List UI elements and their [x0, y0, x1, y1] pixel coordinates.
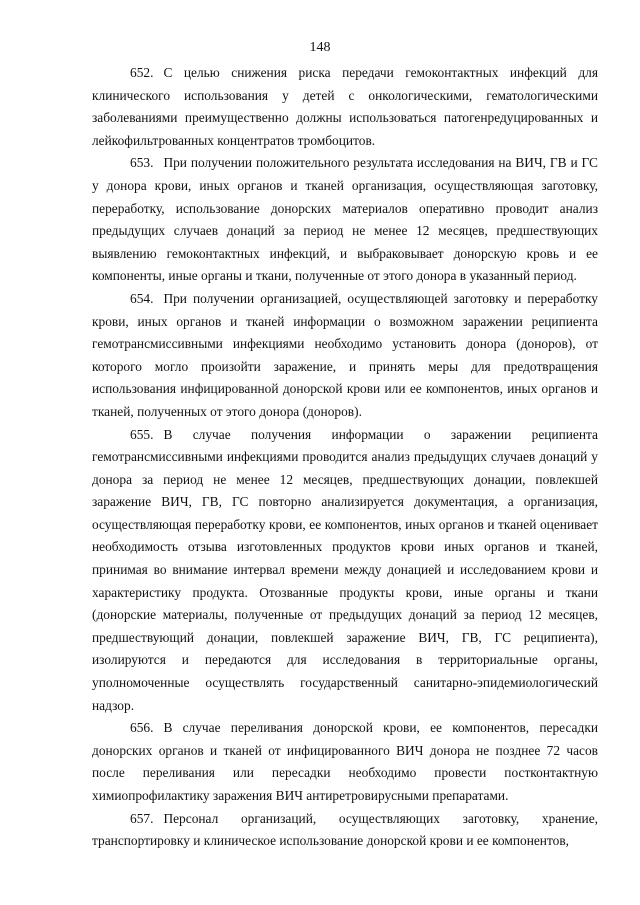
paragraph-653 [92, 152, 598, 288]
paragraph-656 [92, 717, 598, 807]
paragraph-657 [92, 808, 598, 853]
paragraph-655 [92, 424, 598, 718]
paragraph-number: 657. [130, 810, 154, 826]
paragraph-652 [92, 62, 598, 152]
paragraph-text: При получении положительного результата исследования на ВИЧ, ГВ и ГС у донора крови, иных органов и тканей организация, осуществляющая заготовку, переработку, использование донорских материалов оперативно проводит анализ предыдущих случаев донаций за период не менее 12 месяцев, предшествующих выявлению гемоконтактных инфекций, и выбраковывает донорскую кровь и ее компоненты, иные органы и ткани, полученные от этого донора в указанный период. [92, 155, 598, 284]
page-number: 148 [309, 40, 331, 55]
document-body [92, 62, 598, 853]
paragraph-text: С целью снижения риска передачи гемоконтактных инфекций для клинического использования у детей с онкологическими, гематологическими заболеваниями преимущественно должны использоваться патогенредуцированных и лейкофильтрованных концентратов тромбоцитов. [92, 65, 598, 148]
paragraph-number: 652. [130, 65, 154, 80]
paragraph-654 [92, 288, 598, 424]
paragraph-number: 653. [130, 155, 154, 171]
paragraph-text: При получении организацией, осуществляющей заготовку и переработку крови, иных органов и тканей информации о возможном заражении реципиента гемотрансмиссивными инфекциями необходимо установить донора (доноров), от которого могло произойти заражение, и принять меры для предотвращения использования инфицированной донорской крови или ее компонентов, иных органов и тканей, полученных от этого донора (доноров). [92, 290, 598, 419]
paragraph-text: Персонал организаций, осуществляющих заготовку, хранение, транспортировку и клиническое использование донорской крови и ее компонентов, [92, 810, 598, 849]
paragraph-text: В случае получения информации о заражении реципиента гемотрансмиссивными инфекциями проводится анализ предыдущих случаев донаций у донора за период не менее 12 месяцев, предшествующих донации, повлекшей заражение ВИЧ, ГВ, ГС повторно анализируется документация, а организация, осуществляющая переработку крови, ее компонентов, иных органов и тканей оценивает необходимость отзыва изготовленных продуктов крови иных органов и тканей, принимая во внимание интервал времени между донацией и исследованием крови и характеристику продукта. Отозванные продукты крови, иные органы и ткани (донорские материалы, полученные от предыдущих донаций за период 12 месяцев, предшествующий донации, повлекшей заражение ВИЧ, ГВ, ГС реципиента), изолируются и передаются для исследования в территориальные органы, уполномоченные осуществлять государственный санитарно-эпидемиологический надзор. [92, 426, 598, 713]
paragraph-number: 656. [130, 720, 154, 736]
paragraph-number: 654. [130, 290, 154, 306]
paragraph-number: 655. [130, 426, 154, 442]
paragraph-text: В случае переливания донорской крови, ее компонентов, пересадки донорских органов и тканей от инфицированного ВИЧ донора не позднее 72 часов после переливания или пересадки необходимо провести постконтактную химиопрофилактику заражения ВИЧ антиретровирусными препаратами. [92, 720, 598, 803]
